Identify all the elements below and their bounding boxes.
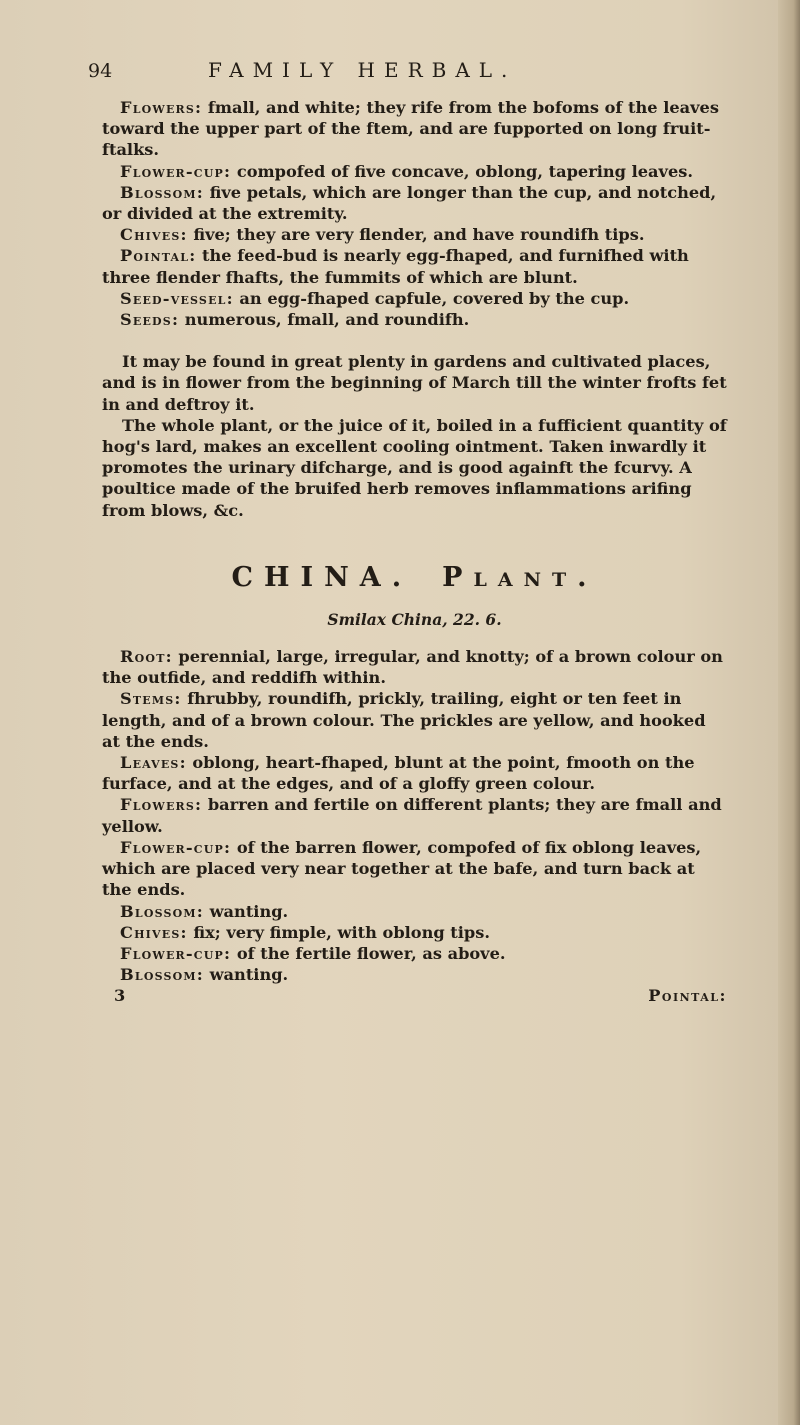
description-entry bbox=[102, 922, 727, 943]
catchword: Pointal: bbox=[648, 986, 727, 1006]
description-entry bbox=[102, 182, 727, 224]
entry-term: Flowers: bbox=[120, 795, 203, 815]
entry-text: perennial, large, irregular, and knotty; of a brown colour on the outfide, and reddifh within. bbox=[102, 647, 723, 688]
entry-text: five; they are very flender, and have roundifh tips. bbox=[193, 225, 645, 245]
entry-term: Leaves: bbox=[120, 753, 187, 773]
entry-term: Chives: bbox=[120, 922, 188, 942]
entry-term: Root: bbox=[120, 647, 173, 667]
page-footer bbox=[102, 985, 727, 1007]
entry-text: fhrubby, roundifh, prickly, trailing, eight or ten feet in length, and of a brown colour. The prickles are yellow, and hooked at the ends. bbox=[102, 689, 706, 751]
entry-term: Blossom: bbox=[120, 182, 204, 202]
entry-text: barren and fertile on different plants; they are fmall and yellow. bbox=[102, 795, 722, 836]
description-entry bbox=[102, 161, 727, 182]
entry-term: Flower-cup: bbox=[120, 943, 232, 963]
page-body bbox=[102, 97, 727, 1007]
entry-text: wanting. bbox=[209, 901, 289, 921]
description-entry bbox=[102, 224, 727, 245]
entry-text: oblong, heart-fhaped, blunt at the point, fmooth on the furface, and at the edges, and of a gloffy green colour. bbox=[102, 753, 695, 794]
description-entry bbox=[102, 964, 727, 985]
signature-mark: 3 bbox=[114, 986, 126, 1006]
description-entry bbox=[102, 646, 727, 688]
entry-text: of the barren flower, compofed of fix oblong leaves, which are placed very near together at the bafe, and turn back at the ends. bbox=[102, 837, 702, 900]
entry-term: Blossom: bbox=[120, 901, 204, 921]
page-number: 94 bbox=[88, 60, 113, 82]
description-entry bbox=[102, 97, 727, 161]
entry-text: fix; very fimple, with oblong tips. bbox=[193, 922, 490, 942]
entry-text: numerous, fmall, and roundifh. bbox=[184, 310, 470, 330]
entry-term: Chives: bbox=[120, 225, 188, 245]
section-title bbox=[102, 561, 727, 595]
description-entry bbox=[102, 943, 727, 964]
entry-text: an egg-fhaped capfule, covered by the cup. bbox=[239, 288, 630, 308]
section-title-word2: Plant. bbox=[442, 561, 598, 593]
description-entry bbox=[102, 688, 727, 752]
spacer bbox=[102, 330, 727, 351]
entry-term: Flower-cup: bbox=[120, 837, 232, 857]
entry-text: fmall, and white; they rife from the bofoms of the leaves toward the upper part of the ftem, and are fupported on long fruit-ftalks. bbox=[102, 98, 719, 160]
description-entry bbox=[102, 309, 727, 330]
entry-term: Flower-cup: bbox=[120, 161, 232, 181]
entry-term: Flowers: bbox=[120, 98, 203, 117]
entry-text: of the fertile flower, as above. bbox=[236, 943, 506, 963]
entry-text: wanting. bbox=[209, 965, 289, 985]
description-list-top bbox=[102, 97, 727, 330]
entry-text: the feed-bud is nearly egg-fhaped, and furnifhed with three flender fhafts, the fummits of which are blunt. bbox=[102, 246, 689, 287]
section-subtitle: Smilax China, 22. 6. bbox=[327, 609, 502, 629]
entry-term: Seed-vessel: bbox=[120, 288, 234, 308]
entry-term: Seeds: bbox=[120, 310, 180, 330]
description-entry bbox=[102, 752, 727, 794]
entry-text: compofed of five concave, oblong, tapering leaves. bbox=[236, 161, 694, 181]
description-entry bbox=[102, 288, 727, 309]
page-edge-shadow bbox=[778, 0, 800, 1425]
description-list-bottom bbox=[102, 646, 727, 985]
description-entry bbox=[102, 901, 727, 922]
paragraph-habitat: It may be found in great plenty in gardens and cultivated places, and is in flower from the beginning of March till the winter frofts fet in and deftroy it. bbox=[102, 352, 727, 414]
description-entry bbox=[102, 245, 727, 287]
entry-term: Pointal: bbox=[120, 246, 197, 266]
entry-term: Stems: bbox=[120, 689, 182, 709]
description-entry bbox=[102, 837, 727, 901]
running-title: FAMILY HERBAL. bbox=[208, 58, 517, 82]
section-title-word1: CHINA. bbox=[231, 561, 413, 593]
entry-text: five petals, which are longer than the cup, and notched, or divided at the extremity. bbox=[102, 182, 717, 224]
description-entry bbox=[102, 794, 727, 836]
paragraph-uses: The whole plant, or the juice of it, boiled in a fufficient quantity of hog's lard, makes an excellent cooling ointment. Taken inwardly it promotes the urinary difcharge, and is good againft the fcurvy. A poultice made of the bruifed herb removes inflammations arifing from blows, &c. bbox=[102, 415, 727, 520]
entry-term: Blossom: bbox=[120, 965, 204, 985]
